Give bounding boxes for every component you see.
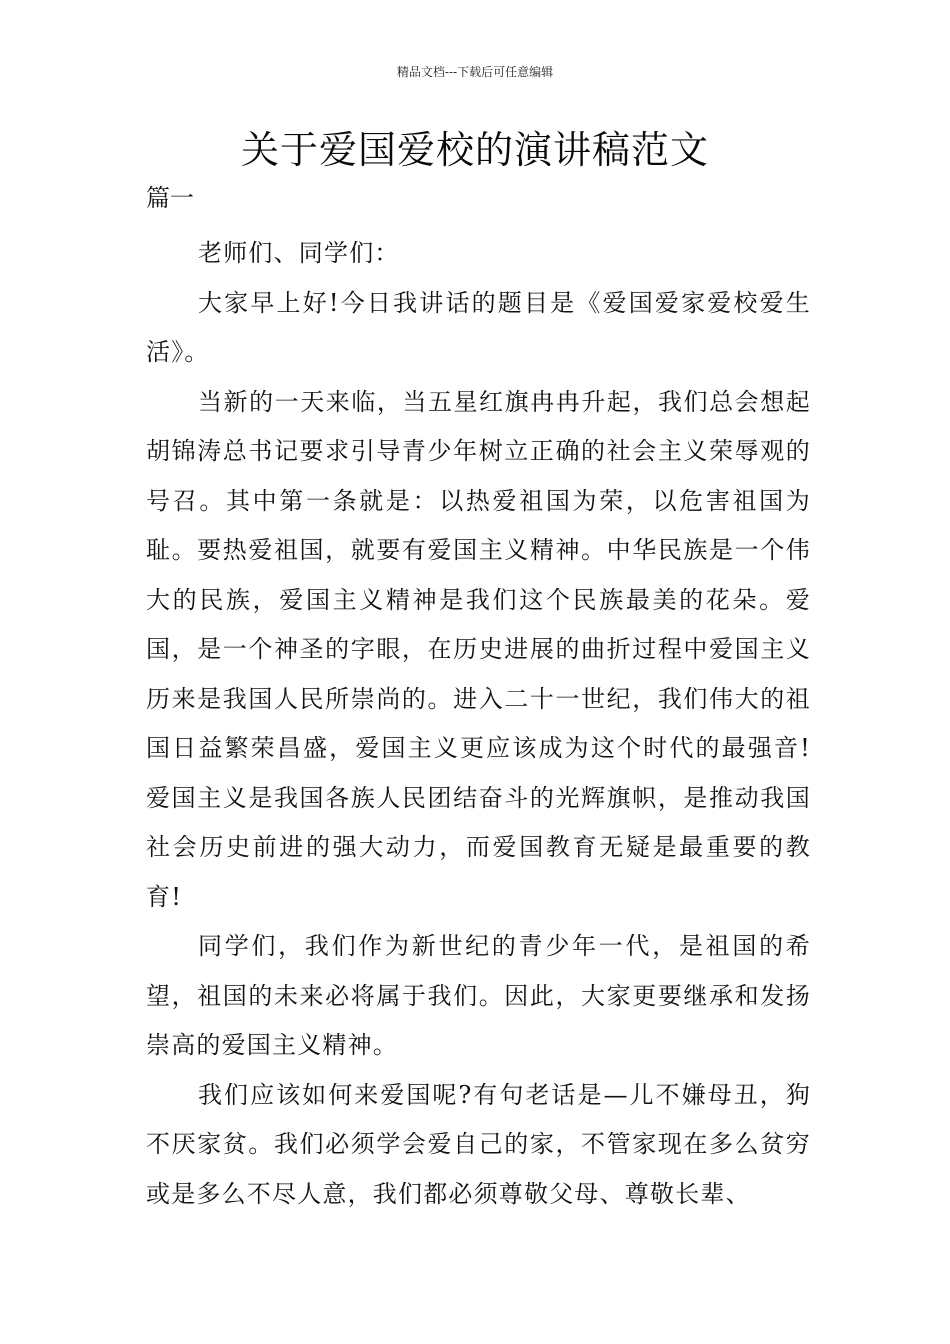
paragraph-patriotism: 当新的一天来临，当五星红旗冉冉升起，我们总会想起胡锦涛总书记要求引导青少年树立正确的社会主义荣辱观的号召。其中第一条就是：以热爱祖国为荣，以危害祖国为耻。要热爱祖国，就要有爱国主义精神。中华民族是一个伟大的民族，爱国主义精神是我们这个民族最美的花朵。爱国，是一个神圣的字眼，在历史进展的曲折过程中爱国主义历来是我国人民所崇尚的。进入二十一世纪，我们伟大的祖国日益繁荣昌盛，爱国主义更应该成为这个时代的最强音!爱国主义是我国各族人民团结奋斗的光辉旗帜，是推动我国社会历史前进的强大动力，而爱国教育无疑是最重要的教育! [146, 387, 811, 911]
paragraph-greeting: 老师们、同学们： [198, 239, 400, 267]
section-label: 篇一 [146, 184, 194, 212]
document-body [146, 229, 811, 1219]
paragraph-intro: 大家早上好!今日我讲话的题目是《爱国爱家爱校爱生活》。 [146, 288, 811, 366]
paragraph-youth: 同学们，我们作为新世纪的青少年一代，是祖国的希望，祖国的未来必将属于我们。因此，大家更要继承和发扬崇高的爱国主义精神。 [146, 932, 811, 1059]
page-header: 精品文档---下载后可任意编辑 [396, 65, 554, 79]
document-title: 关于爱国爱校的演讲稿范文 [240, 128, 709, 172]
paragraph-how-to-love: 我们应该如何来爱国呢?有句老话是—儿不嫌母丑，狗不厌家贫。我们必须学会爱自己的家，不管家现在多么贫穷或是多么不尽人意，我们都必须尊敬父母、尊敬长辈、 [146, 1080, 811, 1208]
